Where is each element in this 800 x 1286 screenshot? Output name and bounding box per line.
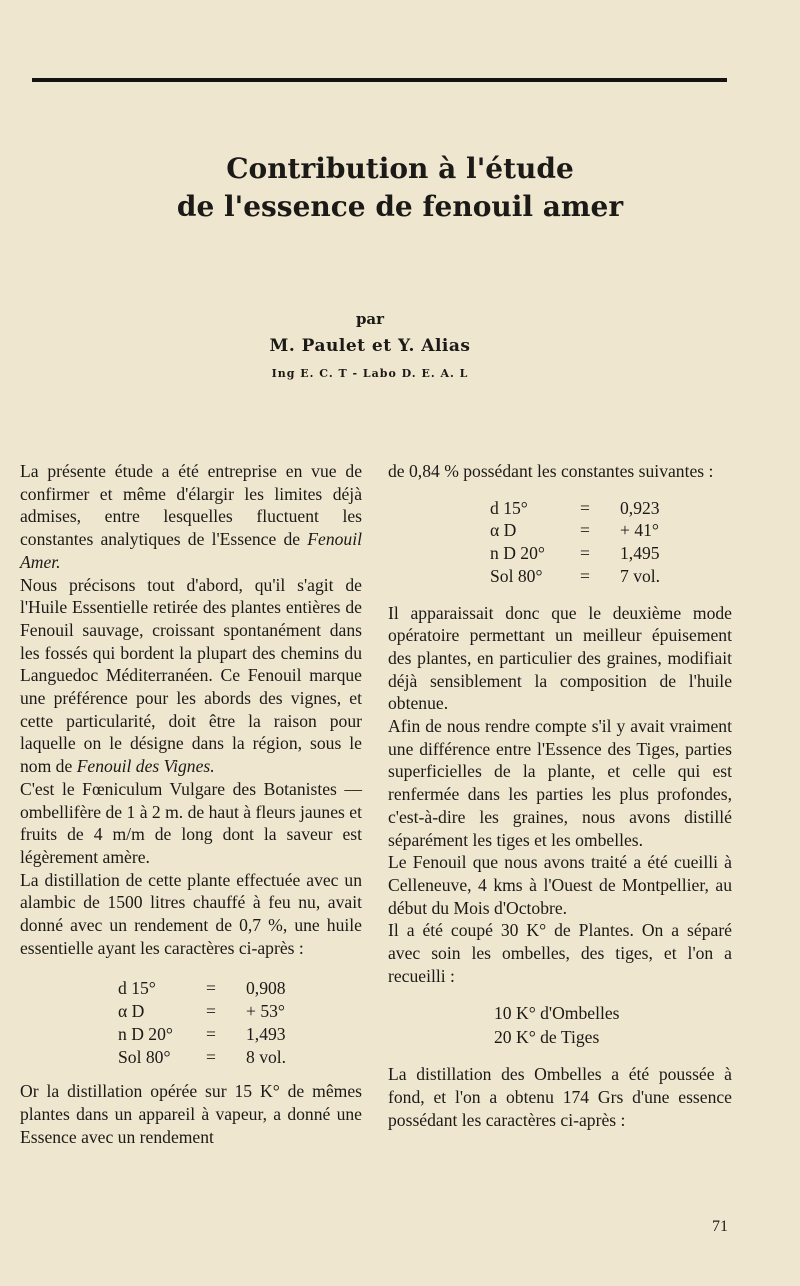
- emphasis: Fenouil Amer.: [20, 529, 362, 572]
- table-cell: =: [580, 543, 590, 564]
- table-cell: =: [206, 1046, 216, 1067]
- table-cell: =: [206, 1001, 216, 1022]
- paragraph: de 0,84 % possédant les constantes suivantes :: [388, 461, 714, 481]
- byline-par: par: [355, 310, 385, 328]
- table-cell: =: [580, 520, 590, 541]
- table-cell: d 15°: [118, 978, 156, 999]
- title-line-1: Contribution à l'étude: [226, 152, 574, 185]
- table-row: [490, 519, 660, 542]
- table-row: [490, 542, 660, 565]
- table-cell: =: [580, 497, 590, 518]
- table-row: [490, 565, 660, 588]
- page-number: 71: [712, 1218, 728, 1235]
- table-cell: 0,923: [620, 497, 660, 518]
- paragraph: Afin de nous rendre compte s'il y avait vraiment une différence entre l'Essence des Tiges, parties superficielles de la plante, et celle qui est renfermée dans les parties les plus profondes, c'est-à-dire les graines, nous avons distillé séparément les tiges et les ombelles.: [388, 716, 732, 850]
- authors: M. Paulet et Y. Alias: [269, 336, 471, 356]
- header-rule: [32, 78, 727, 82]
- right-column: [388, 460, 732, 1132]
- constants-table-2: [490, 497, 660, 588]
- table-cell: d 15°: [490, 497, 528, 518]
- article-title: [0, 150, 800, 226]
- table-cell: n D 20°: [118, 1023, 173, 1044]
- table-cell: 8 vol.: [246, 1046, 287, 1067]
- table-cell: + 53°: [246, 1001, 285, 1022]
- table-row: [118, 1046, 286, 1069]
- table-cell: 1,495: [620, 543, 660, 564]
- table-cell: 0,908: [246, 978, 286, 999]
- paragraph: [20, 460, 362, 574]
- title-line-2: de l'essence de fenouil amer: [176, 190, 624, 223]
- left-column: [20, 460, 362, 1148]
- paragraph: Le Fenouil que nous avons traité a été cueilli à Celleneuve, 4 kms à l'Ouest de Montpellier, au début du Mois d'Octobre.: [388, 852, 732, 918]
- institution: Ing E. C. T - Labo D. E. A. L: [271, 367, 469, 380]
- table-cell: + 41°: [620, 520, 659, 541]
- emphasis: Fenouil des Vignes.: [76, 756, 215, 777]
- table-cell: =: [206, 1023, 216, 1044]
- quantity-item: 10 K° d'Ombelles: [494, 1003, 620, 1024]
- table-cell: Sol 80°: [118, 1046, 171, 1067]
- paragraph: Il apparaissait donc que le deuxième mode opératoire permettant un meilleur épuisement des plantes, en particulier des graines, modifiait déjà sensiblement la composition de l'huile obtenue.: [388, 602, 732, 714]
- paragraph-text: La présente étude a été entreprise en vue de confirmer et même d'élargir les limites déjà admises, entre lesquelles fluctuent les constantes analytiques de l'Essence de: [20, 461, 362, 550]
- table-row: [118, 977, 286, 1000]
- table-cell: 1,493: [246, 1023, 286, 1044]
- paragraph: C'est le Fœniculum Vulgare des Botanistes — ombellifère de 1 à 2 m. de haut à fleurs jaunes et fruits de 4 m/m de long dont la saveur est légèrement amère.: [20, 778, 362, 867]
- table-cell: α D: [118, 1001, 145, 1022]
- table-cell: =: [580, 565, 590, 586]
- quantity-item: 20 K° de Tiges: [494, 1027, 600, 1048]
- paragraph-text: Nous précisons tout d'abord, qu'il s'agit de l'Huile Essentielle retirée des plantes entières de Fenouil sauvage, croissant spontanément dans les fossés qui bordent la plupart des chemins du Languedoc Méditerranéen. Ce Fenouil marque une préférence pour les abords des vignes, et cette particularité, doit être la raison pour laquelle on le désigne dans la région, sous le nom de: [20, 574, 362, 777]
- paragraph: Il a été coupé 30 K° de Plantes. On a séparé avec soin les ombelles, des tiges, et l'on a recueilli :: [388, 920, 732, 986]
- table-row: [118, 1023, 286, 1046]
- table-row: [118, 1000, 286, 1023]
- table-row: [490, 497, 660, 520]
- table-cell: 7 vol.: [620, 565, 661, 586]
- table-cell: n D 20°: [490, 543, 545, 564]
- table-cell: α D: [490, 520, 517, 541]
- table-cell: =: [206, 978, 216, 999]
- paragraph: [20, 574, 362, 778]
- quantities-list: [494, 1001, 732, 1049]
- paragraph: La distillation de cette plante effectuée avec un alambic de 1500 litres chauffé à feu nu, avait donné avec un rendement de 0,7 %, une huile essentielle ayant les caractères ci-après :: [20, 869, 362, 958]
- table-cell: Sol 80°: [490, 565, 543, 586]
- constants-table-1: [118, 977, 286, 1068]
- paragraph: La distillation des Ombelles a été poussée à fond, et l'on a obtenu 174 Grs d'une essence possédant les caractères ci-après :: [388, 1064, 732, 1130]
- paragraph: Or la distillation opérée sur 15 K° de mêmes plantes dans un appareil à vapeur, a donné une Essence avec un rendement: [20, 1081, 362, 1147]
